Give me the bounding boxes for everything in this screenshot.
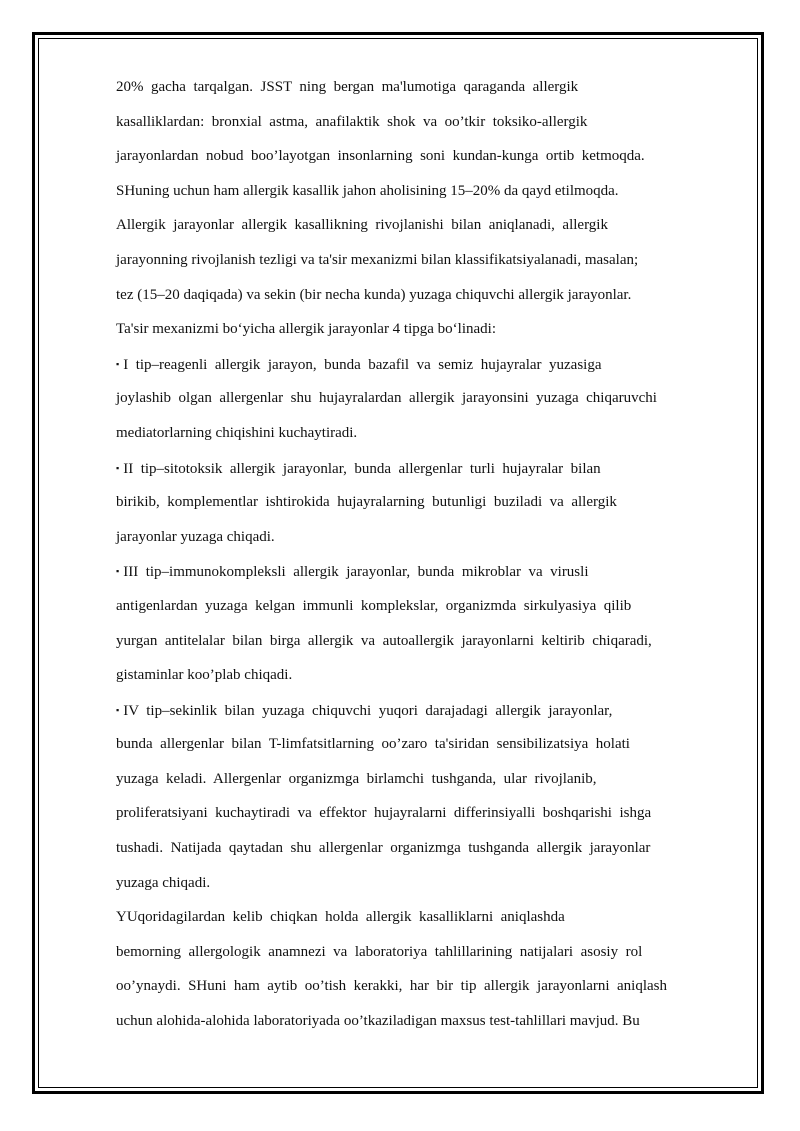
line-text: Ta'sir mexanizmi bo‘yicha allergik jarayonlar 4 tipga bo‘linadi: [116,321,497,338]
line-text: tez (15–20 daqiqada) va sekin (bir necha kunda) yuzaga chiquvchi allergik jarayonlar. [116,286,632,303]
text-line [116,693,710,728]
text-line [116,451,710,486]
text-line [116,485,710,520]
bullet-icon: ▪ [116,704,120,715]
text-line [116,520,710,555]
line-text: SHuning uchun ham allergik kasallik jahon aholisining 15–20% da qayd etilmoqda. [116,182,619,199]
text-line [116,866,710,901]
text-line [116,243,710,278]
line-text: bunda allergenlar bilan T-limfatsitlarning oo’zaro ta'siridan sensibilizatsiya holati [116,736,630,753]
text-line [116,347,710,382]
text-line [116,831,710,866]
text-line [116,762,710,797]
line-text: bemorning allergologik anamnezi va laboratoriya tahlillarining natijalari asosiy rol [116,943,643,960]
line-text: oo’ynaydi. SHuni ham aytib oo’tish kerakki, har bir tip allergik jarayonlarni aniqlash [116,978,668,995]
line-text: yurgan antitelalar bilan birga allergik va autoallergik jarayonlarni keltirib chiqaradi, [116,632,652,649]
line-text: jarayonning rivojlanish tezligi va ta'sir mexanizmi bilan klassifikatsiyalanadi, masalan; [116,251,639,268]
bullet-icon: ▪ [116,358,120,369]
line-text: YUqoridagilardan kelib chiqkan holda allergik kasalliklarni aniqlashda [116,909,565,926]
line-text: gistaminlar koo’plab chiqadi. [116,667,293,684]
line-text: joylashib olgan allergenlar shu hujayralardan allergik jarayonsini yuzaga chiqaruvchi [116,390,657,407]
text-line [116,70,710,105]
text-line [116,796,710,831]
line-text: I tip–reagenli allergik jarayon, bunda bazafil va semiz hujayralar yuzasiga [123,356,602,373]
line-text: mediatorlarning chiqishini kuchaytiradi. [116,424,358,441]
line-text: III tip–immunokompleksli allergik jarayonlar, bunda mikroblar va virusli [123,564,589,581]
bullet-icon: ▪ [116,462,120,473]
line-text: yuzaga chiqadi. [116,874,211,891]
line-text: antigenlardan yuzaga kelgan immunli komplekslar, organizmda sirkulyasiya qilib [116,597,632,614]
text-line [116,624,710,659]
text-line [116,969,710,1004]
line-text: uchun alohida-alohida laboratoriyada oo’tkaziladigan maxsus test-tahlillari mavjud. Bu [116,1013,640,1030]
line-text: 20% gacha tarqalgan. JSST ning bergan ma'lumotiga qaraganda allergik [116,79,579,95]
text-line [116,416,710,451]
text-line [116,139,710,174]
text-line [116,727,710,762]
line-text: IV tip–sekinlik bilan yuzaga chiquvchi yuqori darajadagi allergik jarayonlar, [123,702,613,719]
text-line [116,935,710,970]
text-line [116,1004,710,1039]
text-line [116,554,710,589]
text-line [116,658,710,693]
text-line [116,381,710,416]
line-text: jarayonlardan nobud boo’layotgan insonlarning soni kundan-kunga ortib ketmoqda. [116,148,645,165]
line-text: proliferatsiyani kuchaytiradi va effektor hujayralarni differinsiyalli boshqarishi ishga [116,805,652,822]
line-text: tushadi. Natijada qaytadan shu allergenlar organizmga tushganda allergik jarayonlar [116,840,651,857]
text-line [116,208,710,243]
text-line [116,278,710,313]
document-body [116,70,710,1039]
bullet-icon: ▪ [116,566,120,577]
line-text: Allergik jarayonlar allergik kasallikning rivojlanishi bilan aniqlanadi, allergik [116,217,608,234]
text-line [116,312,710,347]
line-text: kasalliklardan: bronxial astma, anafilaktik shok va oo’tkir toksiko-allergik [116,113,588,130]
text-line [116,900,710,935]
line-text: yuzaga keladi. Allergenlar organizmga birlamchi tushganda, ular rivojlanib, [116,770,597,787]
line-text: II tip–sitotoksik allergik jarayonlar, bunda allergenlar turli hujayralar bilan [123,460,601,477]
text-line [116,174,710,209]
line-text: birikib, komplementlar ishtirokida hujayralarning butunligi buziladi va allergik [116,494,617,511]
text-line [116,589,710,624]
line-text: jarayonlar yuzaga chiqadi. [116,528,275,545]
text-line [116,105,710,140]
